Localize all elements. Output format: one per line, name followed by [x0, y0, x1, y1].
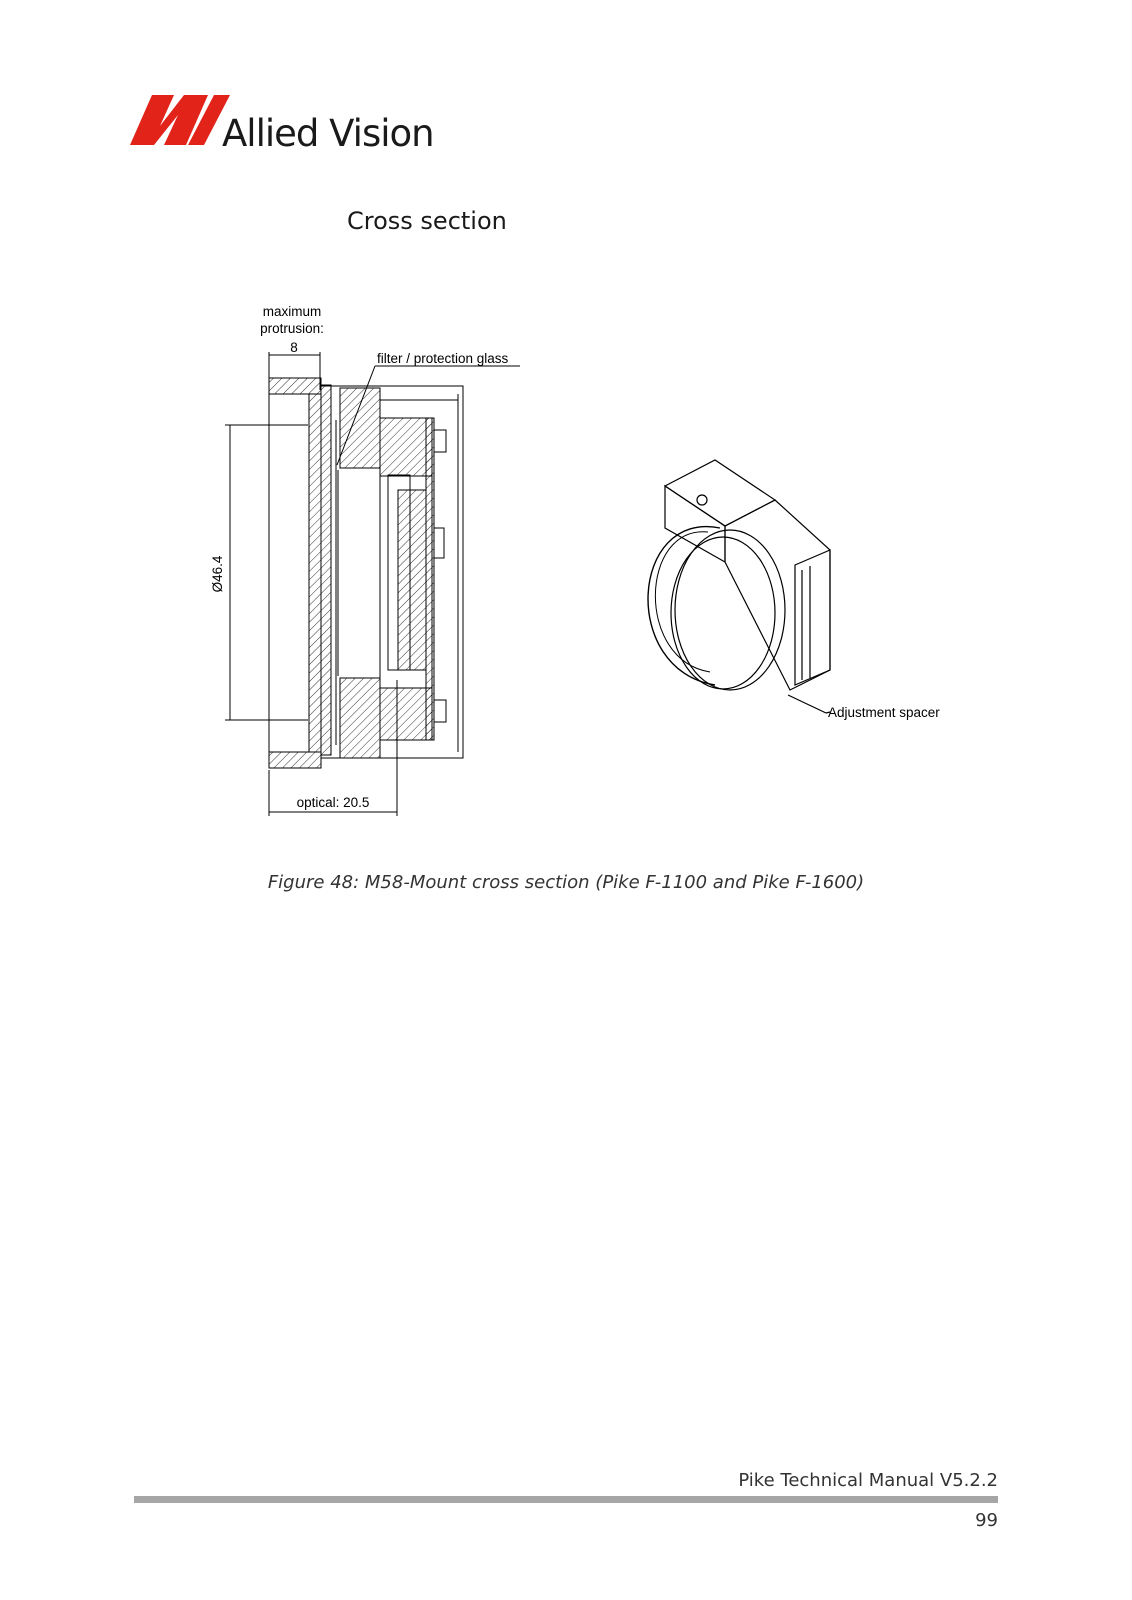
brand-name: Allied Vision	[222, 112, 434, 155]
perspective-view	[648, 460, 830, 713]
filter-glass-label: filter / protection glass	[377, 351, 509, 366]
figure-caption: Figure 48: M58-Mount cross section (Pike F-1100 and Pike F-1600)	[267, 872, 865, 893]
protrusion-label-line2: protrusion:	[260, 321, 324, 336]
logo-mark-icon	[130, 95, 230, 145]
manual-title: Pike Technical Manual V5.2.2	[738, 1470, 998, 1491]
section-view	[225, 352, 520, 816]
footer-rule	[134, 1496, 998, 1503]
section-title: Cross section	[347, 207, 507, 235]
adjustment-spacer-label: Adjustment spacer	[828, 705, 940, 720]
protrusion-value: 8	[290, 340, 298, 355]
page-number: 99	[975, 1510, 998, 1531]
optical-label: optical: 20.5	[296, 795, 370, 810]
protrusion-label-line1: maximum	[262, 304, 322, 319]
cross-section-drawing	[190, 300, 1010, 840]
diameter-label: Ø46.4	[210, 555, 225, 593]
